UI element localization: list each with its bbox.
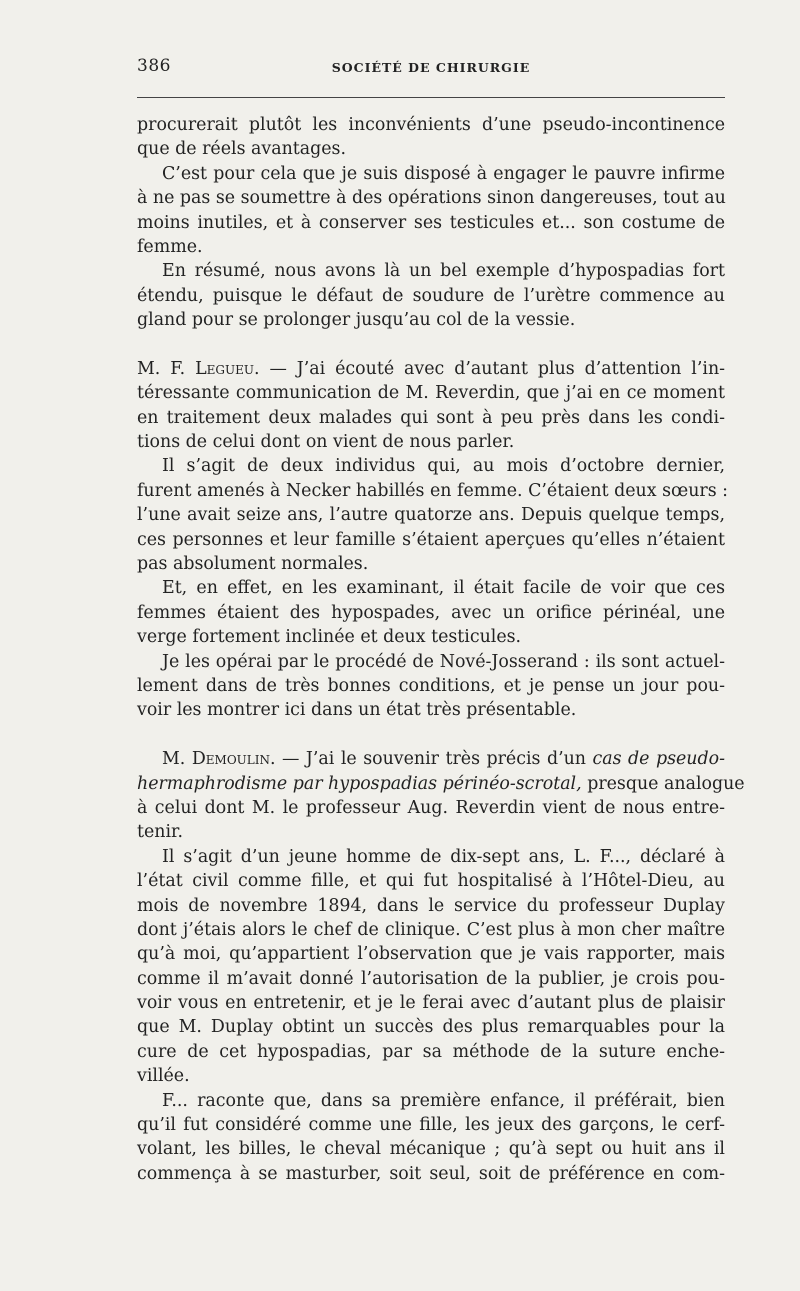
text-line: en traitement deux malades qui sont à peu près dans les condi- [137, 407, 725, 428]
text-line: pas absolument normales. [137, 554, 369, 575]
paragraph-gap [137, 723, 725, 747]
text-line: volant, les billes, le cheval mécanique ; qu’à sept ou huit ans il [137, 1139, 725, 1160]
text-line: Et, en effet, en les examinant, il était facile de voir que ces [162, 578, 725, 599]
text-fragment: presque analogue [587, 773, 745, 794]
text-line: dont j’étais alors le chef de clinique. C’est plus à mon cher maître [137, 919, 725, 940]
speaker-prefix: M. [162, 749, 186, 770]
speaker-dash: — [282, 749, 300, 770]
text-line: Il s’agit d’un jeune homme de dix-sept ans, L. F..., déclaré à [162, 846, 725, 867]
text-line: l’état civil comme fille, et qui fut hospitalisé à l’Hôtel-Dieu, au [137, 871, 725, 892]
text-line: Je les opérai par le procédé de Nové-Josserand : ils sont actuel- [162, 651, 725, 672]
speaker-line [137, 747, 725, 771]
text-line: qu’à moi, qu’appartient l’observation que je vais rapporter, mais [137, 944, 725, 965]
speaker-text: J’ai écouté avec d’autant plus d’attention l’in- [296, 358, 726, 379]
text-line: verge fortement inclinée et deux testicules. [137, 627, 522, 648]
text-line: C’est pour cela que je suis disposé à engager le pauvre infirme [162, 163, 725, 184]
case-title: cas de pseudo- [592, 749, 725, 770]
text-line: tions de celui dont on vient de nous parler. [137, 432, 515, 453]
text-line: villée. [137, 1066, 190, 1087]
text-line: tenir. [137, 822, 183, 843]
text-line: mois de novembre 1894, dans le service du professeur Duplay [137, 895, 725, 916]
speaker-name: Legueu. [195, 358, 260, 379]
text-line: qu’il fut considéré comme une fille, les jeux des garçons, le cerf- [137, 1115, 725, 1136]
text-line: En résumé, nous avons là un bel exemple d’hypospadias fort [162, 261, 725, 282]
text-line: que M. Duplay obtint un succès des plus remarquables pour la [137, 1017, 725, 1038]
body-text [137, 113, 745, 1186]
text-line: étendu, puisque le défaut de soudure de l’urètre commence au [137, 285, 725, 306]
text-line: l’une avait seize ans, l’autre quatorze ans. Depuis quelque temps, [137, 505, 725, 526]
case-title: hermaphrodisme par hypospadias périnéo-scrotal, [137, 773, 582, 794]
text-line: gland pour se prolonger jusqu’au col de la vessie. [137, 310, 576, 331]
text-line: lement dans de très bonnes conditions, et je pense un jour pou- [137, 675, 725, 696]
text-line: comme il m’avait donné l’autorisation de la publier, je crois pou- [137, 968, 725, 989]
running-head: SOCIÉTÉ DE CHIRURGIE [331, 60, 531, 75]
text-line: à celui dont M. le professeur Aug. Reverdin vient de nous entre- [137, 797, 725, 818]
text-line: commença à se masturber, soit seul, soit de préférence en com- [137, 1163, 725, 1184]
speaker-dash: — [269, 358, 287, 379]
text-line: femme. [137, 236, 203, 257]
speaker-line [137, 357, 725, 381]
text-line: procurerait plutôt les inconvénients d’une pseudo-incontinence [137, 115, 725, 135]
page-number: 386 [137, 56, 171, 76]
text-line [137, 772, 745, 796]
text-line: furent amenés à Necker habillés en femme. C’étaient deux sœurs : [137, 480, 729, 501]
text-line: voir les montrer ici dans un état très présentable. [137, 700, 577, 721]
speaker-prefix: M. F. [137, 358, 186, 379]
text-line: femmes étaient des hypospades, avec un orifice périnéal, une [137, 602, 725, 623]
text-line: à ne pas se soumettre à des opérations sinon dangereuses, tout au [137, 188, 726, 209]
text-line: moins inutiles, et à conserver ses testicules et... son costume de [137, 212, 725, 233]
header-rule [137, 97, 725, 98]
text-line: que de réels avantages. [137, 139, 347, 160]
text-line: Il s’agit de deux individus qui, au mois d’octobre dernier, [162, 456, 725, 477]
text-line: téressante communication de M. Reverdin, que j’ai en ce moment [137, 383, 725, 404]
text-line: F... raconte que, dans sa première enfance, il préférait, bien [162, 1090, 725, 1111]
text-line: voir vous en entretenir, et je le ferai avec d’autant plus de plaisir [137, 993, 725, 1014]
speaker-text: J’ai le souvenir très précis d’un [305, 749, 587, 770]
speaker-name: Demoulin. [191, 749, 276, 770]
text-line: ces personnes et leur famille s’étaient aperçues qu’elles n’étaient [137, 529, 725, 550]
paragraph-gap [137, 333, 725, 357]
text-line: cure de cet hypospadias, par sa méthode de la suture enche- [137, 1041, 725, 1062]
page-header [137, 56, 725, 80]
